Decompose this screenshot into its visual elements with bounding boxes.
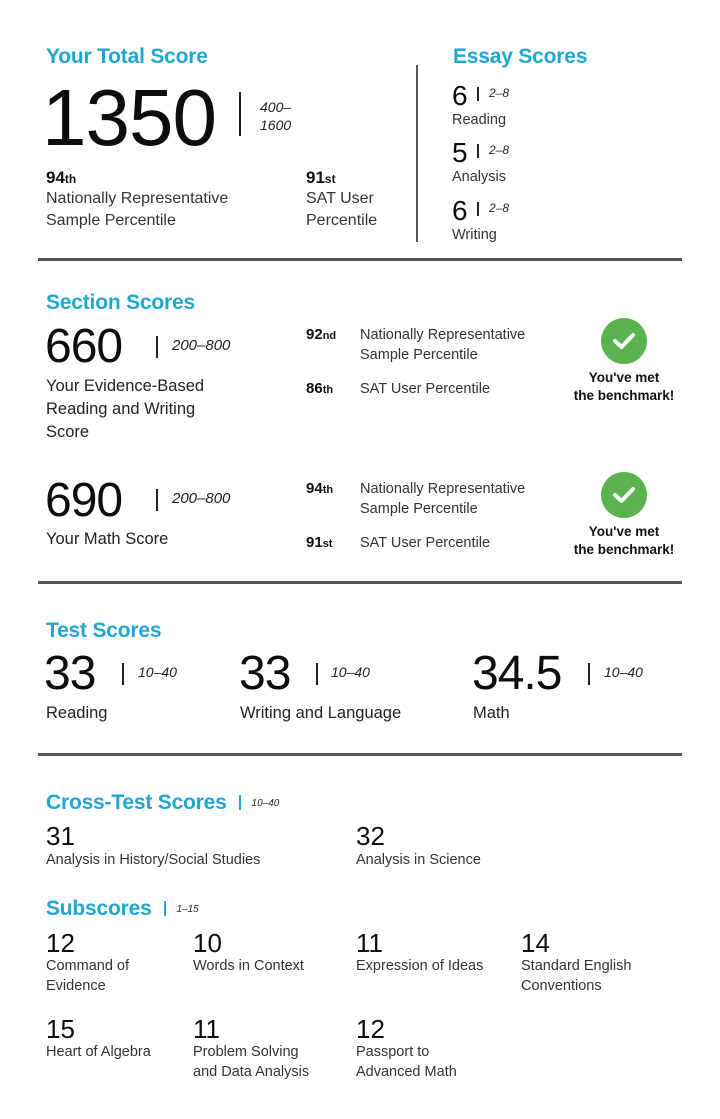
ebrw-benchmark-text: You've met the benchmark! xyxy=(573,370,675,403)
cross-test-history: 31 Analysis in History/Social Studies xyxy=(46,821,261,868)
ebrw-percentile-sat-user: 86th xyxy=(306,380,334,397)
math-score-value: 690 xyxy=(45,474,123,527)
benchmark-check-icon xyxy=(601,318,647,364)
subscore-problem-solving: 11 Problem Solving and Data Analysis xyxy=(193,1014,310,1080)
math-percentile-sat-user: 91st xyxy=(306,534,333,551)
essay-score-analysis: 5 $^{2-8}$ Analysis xyxy=(452,137,510,185)
math-score-range: 200–800 xyxy=(172,490,231,507)
score-separator xyxy=(164,901,166,916)
essay-score-reading: 6 $^{2-8}$ Reading xyxy=(452,80,510,128)
ebrw-score-label: Your Evidence-Based Reading and Writing Score xyxy=(46,377,205,441)
benchmark-check-icon xyxy=(601,472,647,518)
cross-test-heading: Cross-Test Scores 10–40 xyxy=(46,791,280,814)
math-percentile-national: 94th xyxy=(306,480,334,497)
total-percentile-national: 94th Nationally Representative Sample Percentile xyxy=(46,168,229,229)
test-range-reading: 10–40 xyxy=(138,664,177,680)
test-score-math: 34.5 xyxy=(472,647,562,700)
subscore-heart-of-algebra: 15 Heart of Algebra xyxy=(46,1014,151,1060)
total-score-range: 400– 1600 xyxy=(260,99,292,133)
total-percentile-sat-user: 91st SAT User Percentile xyxy=(306,168,378,229)
score-separator xyxy=(477,144,479,158)
score-separator xyxy=(156,336,158,358)
test-label-reading: Reading xyxy=(46,704,108,722)
score-separator xyxy=(122,663,124,685)
total-score-value: 1350 xyxy=(42,73,216,162)
test-score-reading: 33 xyxy=(44,647,96,700)
divider xyxy=(38,258,682,261)
ebrw-score-value: 660 xyxy=(45,320,123,373)
score-separator xyxy=(156,489,158,511)
vertical-divider xyxy=(416,65,418,242)
total-score-heading: Your Total Score xyxy=(46,45,208,68)
test-score-writing: 33 xyxy=(239,647,291,700)
ebrw-percentile-national-label: Nationally Representative Sample Percentile xyxy=(360,327,526,363)
score-separator xyxy=(239,795,241,810)
section-scores-heading: Section Scores xyxy=(46,291,195,314)
math-score-label: Your Math Score xyxy=(46,530,169,548)
divider xyxy=(38,581,682,584)
subscore-expression-of-ideas: 11 Expression of Ideas xyxy=(356,928,484,974)
divider xyxy=(38,753,682,756)
ebrw-percentile-national: 92nd xyxy=(306,326,337,343)
score-separator xyxy=(239,92,241,136)
score-separator xyxy=(477,202,479,216)
test-range-writing: 10–40 xyxy=(331,664,370,680)
test-scores-heading: Test Scores xyxy=(46,619,162,642)
score-separator xyxy=(588,663,590,685)
essay-score-writing: 6 $^{2-8}$ Writing xyxy=(452,195,510,243)
test-label-writing: Writing and Language xyxy=(240,704,402,722)
test-range-math: 10–40 xyxy=(604,664,643,680)
math-benchmark-text: You've met the benchmark! xyxy=(573,524,675,557)
score-separator xyxy=(477,87,479,101)
subscore-passport-advanced-math: 12 Passport to Advanced Math xyxy=(356,1014,457,1080)
ebrw-score-range: 200–800 xyxy=(172,337,231,354)
ebrw-percentile-sat-user-label: SAT User Percentile xyxy=(360,381,491,397)
subscore-command-of-evidence: 12 Command of Evidence xyxy=(46,928,130,994)
cross-test-science: 32 Analysis in Science xyxy=(356,821,481,868)
subscore-standard-english: 14 Standard English Conventions xyxy=(521,928,632,994)
math-percentile-sat-user-label: SAT User Percentile xyxy=(360,535,491,551)
subscores-heading: Subscores 1–15 xyxy=(46,897,199,920)
score-separator xyxy=(316,663,318,685)
essay-scores-heading: Essay Scores xyxy=(453,45,588,68)
test-label-math: Math xyxy=(473,704,510,722)
math-percentile-national-label: Nationally Representative Sample Percentile xyxy=(360,481,526,517)
subscore-words-in-context: 10 Words in Context xyxy=(193,928,304,974)
